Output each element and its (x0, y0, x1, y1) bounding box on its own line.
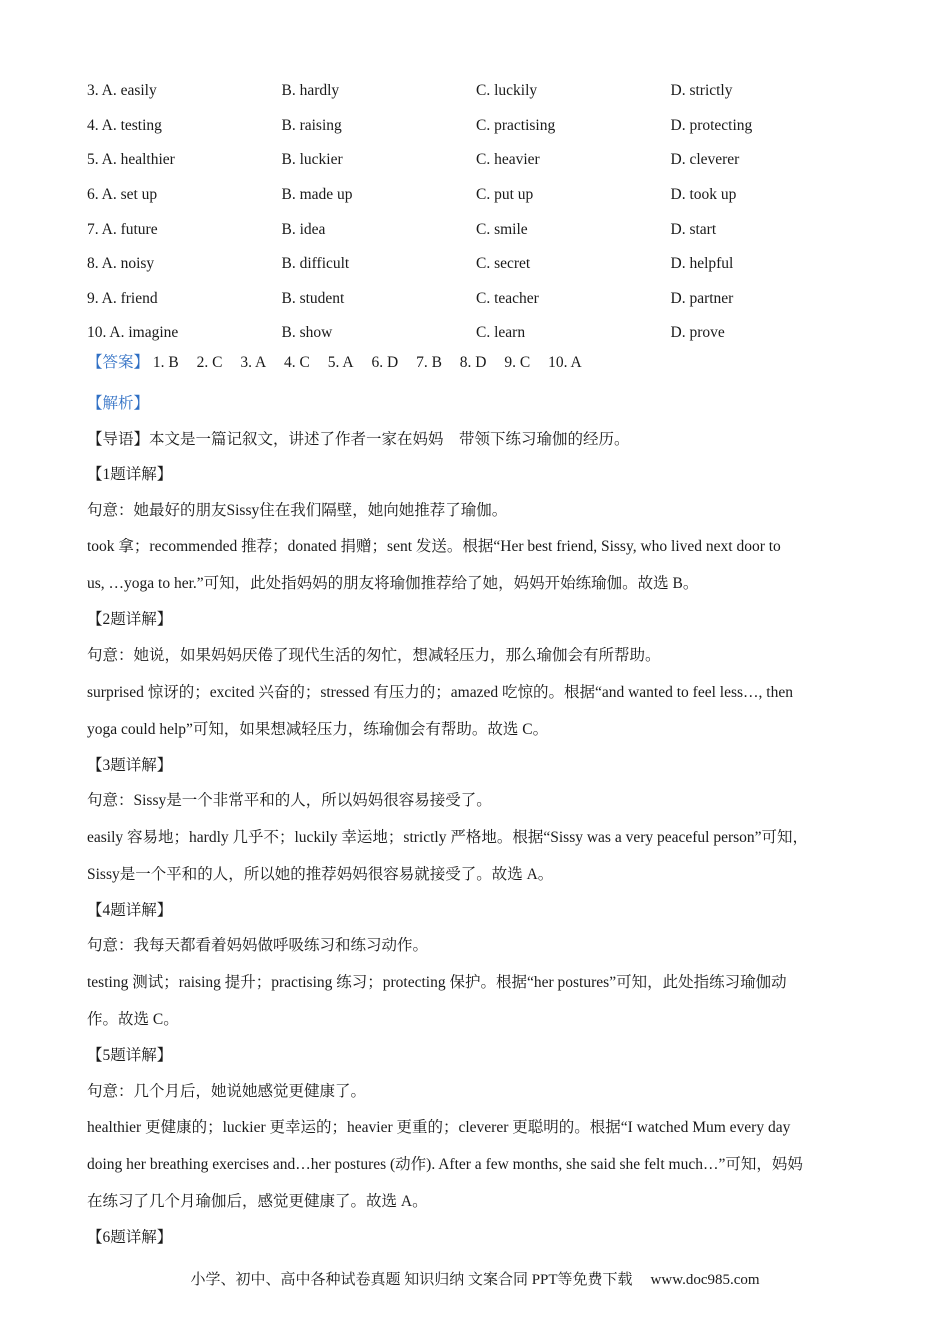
footer-text: 小学、初中、高中各种试卷真题 知识归纳 文案合同 PPT等免费下载 (190, 1272, 633, 1288)
option-d: D. took up (670, 186, 737, 204)
option-b: B. raising (281, 116, 342, 134)
footer-url[interactable]: www.doc985.com (650, 1272, 760, 1288)
option-row (87, 212, 887, 247)
q4-translation: 句意：我每天都看着妈妈做呼吸练习和练习动作。 (87, 937, 429, 955)
option-d: D. start (670, 220, 717, 238)
q6-heading: 【6题详解】 (87, 1229, 173, 1247)
q3-heading: 【3题详解】 (87, 756, 173, 774)
option-b: B. student (281, 289, 345, 307)
answer-list (149, 354, 596, 371)
answer-item: 2. C (196, 354, 223, 371)
q1-translation: 句意：她最好的朋友Sissy住在我们隔壁，她向她推荐了瑜伽。 (87, 501, 508, 519)
option-d: D. prove (670, 324, 725, 342)
option-d: D. partner (670, 289, 734, 307)
option-c: C. secret (476, 255, 531, 273)
analysis-label: 【解析】 (87, 395, 150, 412)
option-b: B. show (281, 324, 333, 342)
answer-item: 6. D (371, 354, 399, 371)
intro-paragraph: 【导语】本文是一篇记叙文，讲述了作者一家在妈妈 带领下练习瑜伽的经历。 (87, 430, 630, 448)
q2-explanation-line: surprised 惊讶的；excited 兴奋的；stressed 有压力的；amazed 吃惊的。根据“and wanted to feel less…, then (87, 683, 793, 701)
q4-heading: 【4题详解】 (87, 901, 173, 919)
page-footer (0, 1268, 950, 1289)
option-row (87, 316, 887, 351)
option-row (87, 143, 887, 178)
answer-item: 9. C (504, 354, 531, 371)
option-d: D. cleverer (670, 151, 740, 169)
analysis-section (87, 386, 867, 1256)
q4-explanation-line: testing 测试；raising 提升；practising 练习；protecting 保护。根据“her postures”可知，此处指练习瑜伽动 (87, 973, 787, 991)
q3-translation: 句意：Sissy是一个非常平和的人，所以妈妈很容易接受了。 (87, 792, 492, 810)
q5-explanation-line: doing her breathing exercises and…her postures (动作). After a few months, she said she felt much…”可知，妈妈 (87, 1156, 803, 1174)
answer-item: 10. A (548, 354, 582, 371)
q5-translation: 句意：几个月后，她说她感觉更健康了。 (87, 1082, 367, 1100)
q3-explanation-line: Sissy是一个平和的人，所以她的推荐妈妈很容易就接受了。故选 A。 (87, 865, 554, 883)
q1-explanation-line: us, …yoga to her.”可知，此处指妈妈的朋友将瑜伽推荐给了她，妈妈开始练瑜伽。故选 B。 (87, 575, 699, 593)
q3-explanation-line: easily 容易地；hardly 几乎不；luckily 幸运地；strictly 严格地。根据“Sissy was a very peaceful person”可知， (87, 828, 809, 846)
option-c: C. learn (476, 324, 526, 342)
option-row (87, 282, 887, 317)
option-a: 5. A. healthier (87, 151, 175, 169)
answer-line (87, 350, 596, 372)
option-c: C. teacher (476, 289, 539, 307)
option-a: 10. A. imagine (87, 324, 179, 342)
answer-item: 3. A (240, 354, 267, 371)
option-a: 3. A. easily (87, 82, 157, 100)
option-a: 8. A. noisy (87, 255, 155, 273)
answer-label: 【答案】 (87, 354, 150, 371)
option-c: C. put up (476, 186, 534, 204)
answer-item: 4. C (284, 354, 310, 371)
q4-explanation-line: 作。故选 C。 (87, 1010, 179, 1028)
answer-item: 8. D (459, 354, 487, 371)
option-b: B. made up (281, 186, 353, 204)
q5-heading: 【5题详解】 (87, 1046, 173, 1064)
options-table (87, 74, 887, 351)
option-a: 6. A. set up (87, 186, 158, 204)
option-row (87, 247, 887, 282)
answer-item: 5. A (327, 354, 354, 371)
option-a: 9. A. friend (87, 289, 158, 307)
option-a: 4. A. testing (87, 116, 162, 134)
q2-translation: 句意：她说，如果妈妈厌倦了现代生活的匆忙，想减轻压力，那么瑜伽会有所帮助。 (87, 646, 661, 664)
answer-item: 7. B (416, 354, 442, 371)
q5-explanation-line: 在练习了几个月瑜伽后，感觉更健康了。故选 A。 (87, 1193, 428, 1211)
option-d: D. protecting (670, 116, 753, 134)
option-b: B. luckier (281, 151, 343, 169)
option-b: B. hardly (281, 82, 340, 100)
answer-item: 1. B (152, 354, 179, 371)
option-c: C. luckily (476, 82, 538, 100)
q1-heading: 【1题详解】 (87, 466, 173, 484)
option-c: C. practising (476, 116, 556, 134)
q1-explanation-line: took 拿；recommended 推荐；donated 捐赠；sent 发送。根据“Her best friend, Sissy, who lived next door to (87, 538, 781, 556)
option-row (87, 178, 887, 213)
option-b: B. difficult (281, 255, 350, 273)
option-a: 7. A. future (87, 220, 158, 238)
option-row (87, 74, 887, 109)
q2-heading: 【2题详解】 (87, 611, 173, 629)
option-b: B. idea (281, 220, 326, 238)
option-c: C. heavier (476, 151, 540, 169)
q2-explanation-line: yoga could help”可知，如果想减轻压力，练瑜伽会有帮助。故选 C。 (87, 720, 549, 738)
option-d: D. helpful (670, 255, 734, 273)
q5-explanation-line: healthier 更健康的；luckier 更幸运的；heavier 更重的；cleverer 更聪明的。根据“I watched Mum every day (87, 1119, 791, 1137)
option-c: C. smile (476, 220, 528, 238)
option-row (87, 109, 887, 144)
option-d: D. strictly (670, 82, 733, 100)
